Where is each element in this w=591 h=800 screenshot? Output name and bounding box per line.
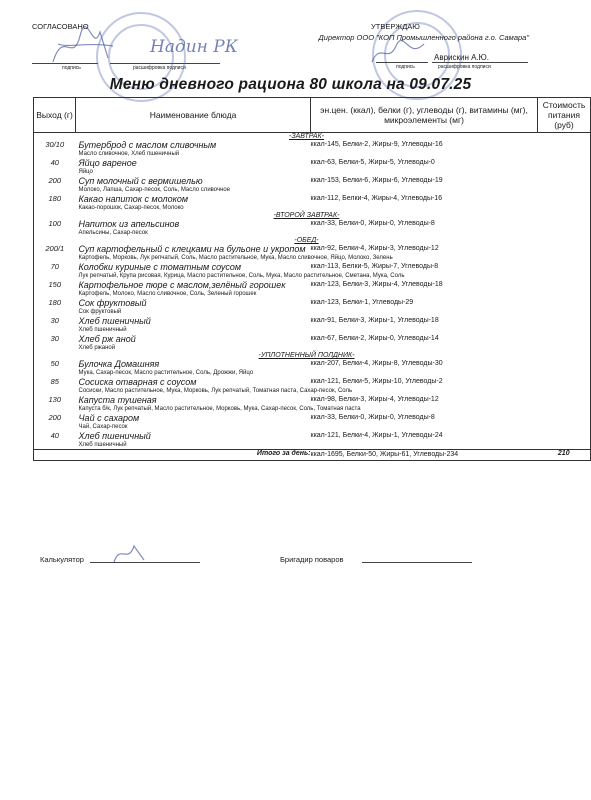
header-nutrition: эн.цен. (ккал), белки (г), углеводы (г), витамины (мг), микроэлементы (мг): [311, 98, 538, 133]
item-nutrition: ккал-91, Белки-3, Жиры-1, Углеводы-18: [310, 317, 439, 324]
section-cost-cell: [538, 133, 591, 141]
item-name: Напиток из апельсинов: [78, 219, 180, 229]
cost-cell: [538, 431, 591, 450]
item-nutrition: ккал-123, Белки-3, Жиры-4, Углеводы-18: [310, 281, 443, 288]
item-name: Сок фруктовый: [78, 298, 147, 308]
total-cost: 210: [538, 450, 591, 461]
item-output: 150: [48, 280, 61, 289]
output-cell: [34, 395, 76, 413]
section-output-cell: [34, 212, 76, 219]
menu-table: [33, 97, 591, 461]
name-cell: [76, 431, 311, 450]
table-row: [34, 316, 591, 334]
cost-cell: [538, 395, 591, 413]
item-ingredients: Лук репчатый, Крупа рисовая, Курица, Масло растительное, Соль, Мука, Масло растительное, Сметана, Мука, Соль: [78, 273, 405, 279]
table-row: [34, 140, 591, 158]
table-row: [34, 219, 591, 237]
nutrition-cell: [311, 316, 538, 334]
item-output: 180: [48, 298, 61, 307]
name-cell: [76, 219, 311, 237]
menu-body: [34, 133, 591, 461]
left-decode-caption: расшифровка подписи: [133, 65, 186, 71]
name-cell: [76, 280, 311, 298]
table-row: [34, 280, 591, 298]
name-cell: [76, 359, 311, 377]
section-cost-cell: [538, 212, 591, 219]
approved-label: СОГЛАСОВАНО: [32, 22, 89, 31]
nutrition-cell: [311, 431, 538, 450]
item-nutrition: ккал-207, Белки-4, Жиры-8, Углеводы-30: [310, 360, 443, 367]
cost-cell: [538, 413, 591, 431]
name-cell: [76, 194, 311, 212]
item-output: 70: [50, 262, 59, 271]
item-name: Булочка Домашняя: [78, 359, 160, 369]
item-nutrition: ккал-153, Белки-6, Жиры-6, Углеводы-19: [310, 177, 443, 184]
item-nutrition: ккал-33, Белки-0, Жиры-0, Углеводы-8: [310, 220, 435, 227]
item-name: Хлеб рж аной: [78, 334, 136, 344]
item-ingredients: Хлеб ржаной: [78, 345, 116, 351]
cost-cell: [538, 176, 591, 194]
name-cell: [76, 176, 311, 194]
output-cell: [34, 431, 76, 450]
nutrition-cell: [311, 158, 538, 176]
item-nutrition: ккал-123, Белки-1, Углеводы-29: [310, 299, 414, 306]
table-row: [34, 244, 591, 262]
director-position: Директор ООО "КОП Промышленного района г.о. Самара": [318, 33, 529, 42]
item-nutrition: ккал-67, Белки-2, Жиры-0, Углеводы-14: [310, 335, 439, 342]
item-output: 30: [50, 334, 59, 343]
cost-cell: [538, 298, 591, 316]
total-label: Итого за день:: [76, 450, 311, 461]
chef-sign-line: [362, 562, 472, 563]
left-sign-caption: подпись: [62, 65, 81, 71]
item-ingredients: Хлеб пшеничный: [78, 327, 127, 333]
item-name: Хлеб пшеничный: [78, 431, 151, 441]
total-row: [34, 450, 591, 461]
name-cell: [76, 395, 361, 413]
item-name: Колобки куриные с томатным соусом: [78, 262, 242, 272]
table-row: [34, 377, 591, 395]
section-cost-cell: [538, 237, 591, 244]
section-title: -ОБЕД-: [294, 237, 319, 244]
output-cell: [34, 140, 76, 158]
section-title: -УПЛОТНЕННЫЙ ПОЛДНИК-: [258, 352, 355, 359]
item-output: 180: [48, 194, 61, 203]
item-output: 200: [48, 413, 61, 422]
header-cost: Стоимость питания (руб): [538, 98, 591, 133]
section-output-cell: [34, 237, 76, 244]
total-output-cell: [34, 450, 76, 461]
item-output: 200: [48, 176, 61, 185]
item-ingredients: Мука, Сахар-песок, Масло растительное, Соль, Дрожжи, Яйцо: [78, 370, 254, 376]
cost-cell: [538, 359, 591, 377]
item-ingredients: Яйцо: [78, 169, 93, 175]
nutrition-cell: [311, 359, 538, 377]
item-output: 30/10: [45, 140, 65, 149]
cost-cell: [538, 377, 591, 395]
item-ingredients: Сосиски, Масло растительное, Мука, Морковь, Лук репчатый, Томатная паста, Сахар-песок, Соль: [78, 388, 353, 394]
item-nutrition: ккал-33, Белки-0, Жиры-0, Углеводы-8: [310, 414, 435, 421]
right-decode-underline: [432, 62, 528, 63]
nutrition-cell: [311, 413, 538, 431]
output-cell: [34, 377, 76, 395]
output-cell: [34, 219, 76, 237]
left-handwritten-signature: Надин РК: [150, 37, 238, 57]
output-cell: [34, 176, 76, 194]
item-nutrition: ккал-63, Белки-5, Жиры-5, Углеводы-0: [310, 159, 435, 166]
name-cell: [76, 298, 311, 316]
output-cell: [34, 194, 76, 212]
item-ingredients: Апельсины, Сахар-песок: [78, 230, 148, 236]
table-row: [34, 158, 591, 176]
item-name: Яйцо вареное: [78, 158, 137, 168]
section-title: -ЗАВТРАК-: [288, 133, 325, 140]
approve-label: УТВЕРЖДАЮ: [371, 22, 420, 31]
name-cell: [76, 413, 311, 431]
cost-cell: [538, 140, 591, 158]
right-sign-underline: [376, 62, 428, 63]
section-output-cell: [34, 133, 76, 141]
item-nutrition: ккал-98, Белки-3, Жиры-4, Углеводы-12: [310, 396, 439, 403]
nutrition-cell: [311, 140, 538, 158]
item-nutrition: ккал-112, Белки-4, Жиры-4, Углеводы-16: [310, 195, 443, 202]
director-name: Аврискин А.Ю.: [434, 53, 489, 62]
calculator-signature-scribble-icon: [110, 540, 150, 566]
nutrition-cell: [311, 219, 538, 237]
table-row: [34, 176, 591, 194]
cost-cell: [538, 334, 591, 352]
table-row: [34, 298, 591, 316]
menu-title: Меню дневного рациона 80 школа на 09.07.25: [109, 76, 472, 93]
header-name: Наименование блюда: [76, 98, 311, 133]
item-ingredients: Молоко, Лапша, Сахар-песок, Соль, Масло сливочное: [78, 187, 231, 193]
item-name: Бутерброд с маслом сливочным: [78, 140, 217, 150]
output-cell: [34, 244, 76, 262]
item-name: Суп картофельный с клецками на бульоне и укропом: [78, 244, 306, 254]
item-nutrition: ккал-145, Белки-2, Жиры-9, Углеводы-16: [310, 141, 443, 148]
name-cell: [76, 377, 353, 395]
item-name: Капуста тушеная: [78, 395, 157, 405]
nutrition-cell: [311, 176, 538, 194]
chef-label: Бригадир поваров: [280, 555, 344, 564]
right-sign-line: [376, 62, 428, 63]
section-row: [34, 352, 591, 359]
header-output: Выход (г): [34, 98, 76, 133]
cost-cell: [538, 244, 591, 262]
item-ingredients: Капуста б/к, Лук репчатый, Масло растительное, Морковь, Мука, Сахар-песок, Соль, Томатная паста: [78, 406, 361, 412]
nutrition-cell: [311, 194, 538, 212]
nutrition-cell: [311, 334, 538, 352]
table-header-row: [34, 98, 591, 133]
item-name: Какао напиток с молоком: [78, 194, 189, 204]
cost-cell: [538, 158, 591, 176]
item-name: Суп молочный с вермишелью: [78, 176, 203, 186]
output-cell: [34, 334, 76, 352]
item-output: 50: [50, 359, 59, 368]
item-ingredients: Сок фруктовый: [78, 309, 122, 315]
item-nutrition: ккал-113, Белки-5, Жиры-7, Углеводы-8: [310, 263, 439, 270]
cost-cell: [538, 316, 591, 334]
item-output: 40: [50, 431, 59, 440]
item-output: 130: [48, 395, 61, 404]
item-name: Чай с сахаром: [78, 413, 140, 423]
output-cell: [34, 316, 76, 334]
name-cell: [76, 316, 311, 334]
output-cell: [34, 158, 76, 176]
item-output: 85: [50, 377, 59, 386]
cost-cell: [538, 219, 591, 237]
table-row: [34, 262, 591, 280]
table-row: [34, 431, 591, 450]
section-output-cell: [34, 352, 76, 359]
calculator-label: Калькулятор: [40, 555, 84, 564]
nutrition-cell: [311, 280, 538, 298]
item-ingredients: Масло сливочное, Хлеб пшеничный: [78, 151, 180, 157]
item-output: 30: [50, 316, 59, 325]
cost-cell: [538, 194, 591, 212]
item-ingredients: Какао-порошок, Сахар-песок, Молоко: [78, 205, 184, 211]
name-cell: [76, 334, 311, 352]
output-cell: [34, 359, 76, 377]
cost-cell: [538, 280, 591, 298]
section-row: [34, 133, 591, 141]
chef-underline: [362, 562, 472, 563]
item-name: Сосиска отварная с соусом: [78, 377, 197, 387]
output-cell: [34, 413, 76, 431]
right-sign-caption: подпись: [396, 64, 415, 70]
item-ingredients: Картофель, Морковь, Лук репчатый, Соль, Масло растительное, Мука, Масло сливочное, Яйцо, Молоко, Зелень: [78, 255, 393, 261]
item-nutrition: ккал-92, Белки-4, Жиры-3, Углеводы-12: [310, 245, 439, 252]
right-decode-line: [432, 62, 528, 63]
right-decode-caption: расшифровка подписи: [438, 64, 491, 70]
table-row: [34, 334, 591, 352]
table-row: [34, 395, 591, 413]
output-cell: [34, 280, 76, 298]
output-cell: [34, 298, 76, 316]
section-cost-cell: [538, 352, 591, 359]
table-row: [34, 359, 591, 377]
item-nutrition: ккал-121, Белки-4, Жиры-1, Углеводы-24: [310, 432, 443, 439]
section-row: [34, 237, 591, 244]
total-nutrition: ккал-1695, Белки-50, Жиры-61, Углеводы-234: [311, 450, 538, 461]
item-name: Картофельное пюре с маслом,зелёный горошек: [78, 280, 286, 290]
section-title: -ВТОРОЙ ЗАВТРАК-: [273, 212, 340, 219]
cost-cell: [538, 262, 591, 280]
name-cell: [76, 158, 311, 176]
table-row: [34, 413, 591, 431]
output-cell: [34, 262, 76, 280]
item-output: 200/1: [45, 244, 65, 253]
table-row: [34, 194, 591, 212]
item-output: 100: [48, 219, 61, 228]
item-ingredients: Картофель, Молоко, Масло сливочное, Соль, Зеленый горошек: [78, 291, 257, 297]
nutrition-cell: [311, 298, 538, 316]
name-cell: [76, 140, 311, 158]
item-nutrition: ккал-121, Белки-5, Жиры-10, Углеводы-2: [310, 378, 443, 385]
item-ingredients: Чай, Сахар-песок: [78, 424, 128, 430]
section-row: [34, 212, 591, 219]
item-name: Хлеб пшеничный: [78, 316, 151, 326]
item-output: 40: [50, 158, 59, 167]
item-ingredients: Хлеб пшеничный: [78, 442, 127, 448]
